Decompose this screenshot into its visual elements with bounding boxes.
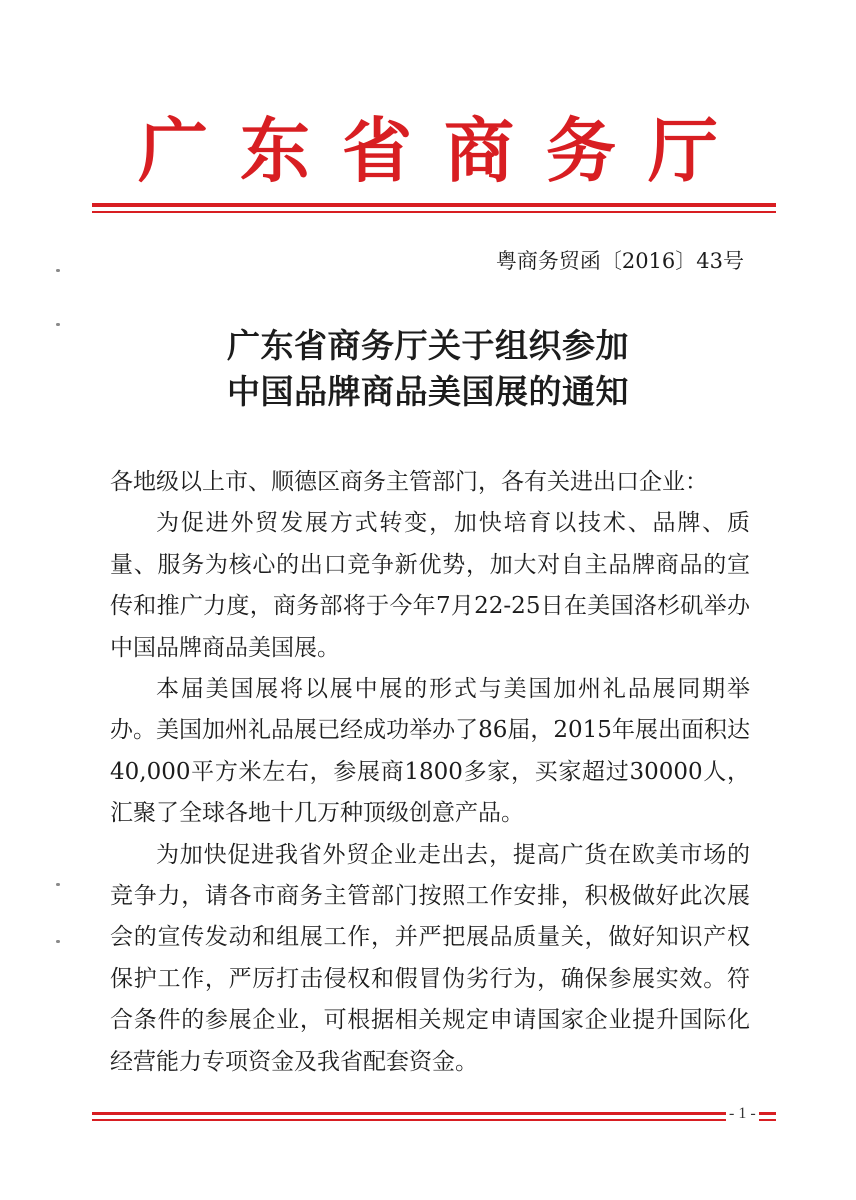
document-body <box>110 462 750 1083</box>
binding-hole-mark <box>56 883 60 886</box>
body-paragraph: 为促进外贸发展方式转变，加快培育以技术、品牌、质量、服务为核心的出口竞争新优势，加大对自主品牌商品的宣传和推广力度，商务部将于今年7月22-25日在美国洛杉矶举办中国品牌商品美国展。 <box>110 510 750 661</box>
letterhead-rule-thick <box>92 203 776 207</box>
footer-rule-thick <box>92 1112 776 1115</box>
body-paragraph: 为加快促进我省外贸企业走出去，提高广货在欧美市场的竞争力，请各市商务主管部门按照工作安排，积极做好此次展会的宣传发动和组展工作，并严把展品质量关，做好知识产权保护工作，严厉打击侵权和假冒伪劣行为，确保参展实效。符合条件的参展企业，可根据相关规定申请国家企业提升国际化经营能力专项资金及我省配套资金。 <box>110 841 750 1075</box>
binding-hole-mark <box>56 269 60 272</box>
salutation: 各地级以上市、顺德区商务主管部门，各有关进出口企业： <box>110 469 708 495</box>
body-paragraph: 本届美国展将以展中展的形式与美国加州礼品展同期举办。美国加州礼品展已经成功举办了86届，2015年展出面积达40,000平方米左右，参展商1800多家，买家超过30000人，汇聚了全球各地十几万种顶级创意产品。 <box>110 676 750 827</box>
document-number: 粤商务贸函〔2016〕43号 <box>495 249 744 273</box>
document-title-line-2: 中国品牌商品美国展的通知 <box>227 372 629 411</box>
binding-hole-mark <box>56 940 60 943</box>
document-title-line-1: 广东省商务厅关于组织参加 <box>227 326 629 365</box>
letterhead-rule-thin <box>92 211 776 213</box>
footer-rule-thin <box>92 1119 776 1121</box>
letterhead-org-name: 广东省商务厅 <box>138 109 750 192</box>
page-number: - 1 - <box>726 1104 759 1124</box>
